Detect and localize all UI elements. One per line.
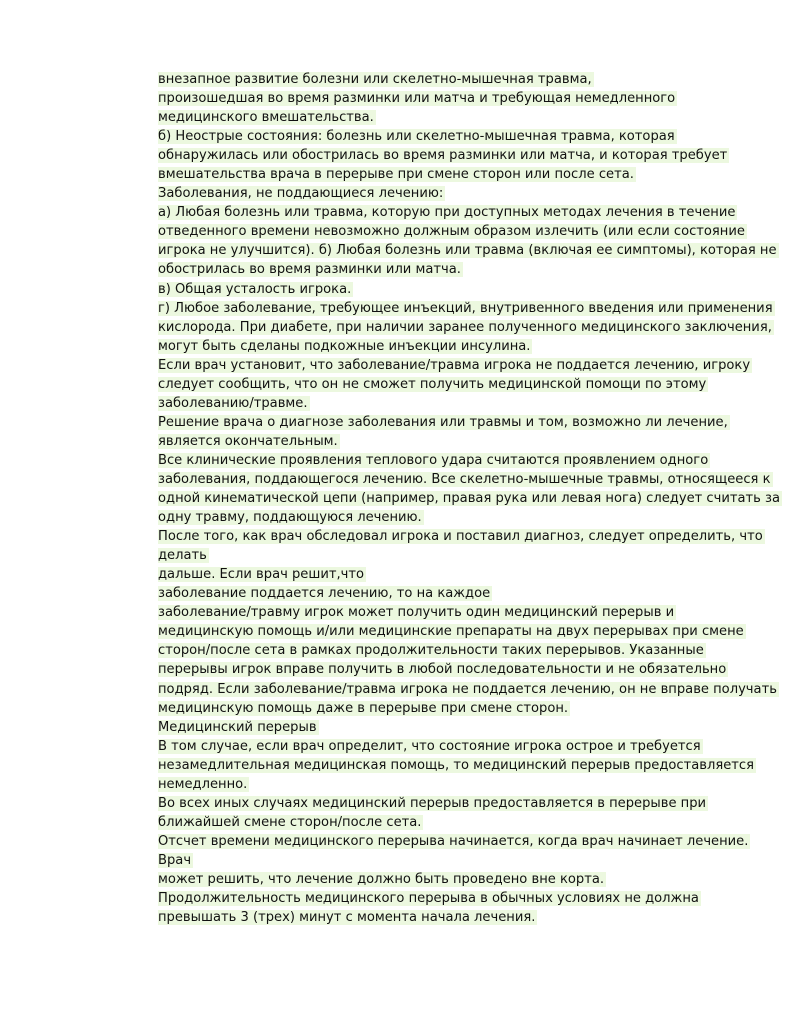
text-line: сторон/после сета в рамках продолжительности таких перерывов. Указанные — [158, 643, 704, 659]
text-line: вмешательства врача в перерыве при смене сторон или после сета. — [158, 167, 634, 183]
text-line: произошедшая во время разминки или матча и требующая немедленного — [158, 91, 676, 107]
text-line: б) Неострые состояния: болезнь или скелетно-мышечная травма, которая — [158, 129, 675, 145]
text-line: одной кинематической цепи (например, правая рука или левая нога) следует считать за — [158, 491, 780, 507]
text-line: одну травму, поддающуюся лечению. — [158, 510, 422, 526]
text-line: заболевание поддается лечению, то на каждое — [158, 586, 491, 602]
text-line: отведенного времени невозможно должным образом излечить (или если состояние — [158, 224, 745, 240]
text-line: г) Любое заболевание, требующее инъекций, внутривенного введения или применения — [158, 300, 773, 316]
text-line: заболеванию/травме. — [158, 395, 308, 411]
text-line: подряд. Если заболевание/травма игрока не поддается лечению, он не вправе получать — [158, 681, 777, 697]
document-text — [158, 70, 780, 927]
text-line: медицинского вмешательства. — [158, 110, 374, 126]
text-line: в) Общая усталость игрока. — [158, 281, 352, 297]
text-line: После того, как врач обследовал игрока и поставил диагноз, следует определить, что — [158, 529, 763, 545]
text-line: могут быть сделаны подкожные инъекции инсулина. — [158, 338, 531, 354]
text-line: дальше. Если врач решит,что — [158, 567, 365, 583]
text-line: делать — [158, 548, 207, 564]
text-line: заболевание/травму игрок может получить один медицинский перерыв и — [158, 605, 675, 621]
text-line: обнаружилась или обострилась во время разминки или матча, и которая требует — [158, 148, 728, 164]
text-line: может решить, что лечение должно быть проведено вне корта. — [158, 871, 605, 887]
text-line: превышать 3 (трех) минут с момента начала лечения. — [158, 910, 536, 926]
text-line: ближайшей смене сторон/после сета. — [158, 814, 422, 830]
text-line: заболевания, поддающегося лечению. Все скелетно-мышечные травмы, относящееся к — [158, 471, 771, 487]
text-line: Отсчет времени медицинского перерыва начинается, когда врач начинает лечение. — [158, 833, 749, 849]
text-line: следует сообщить, что он не сможет получить медицинской помощи по этому — [158, 376, 707, 392]
text-line: игрока не улучшится). б) Любая болезнь или травма (включая ее симптомы), которая не — [158, 243, 777, 259]
text-line: Все клинические проявления теплового удара считаются проявлением одного — [158, 452, 709, 468]
text-line: а) Любая болезнь или травма, которую при доступных методах лечения в течение — [158, 205, 736, 221]
text-line: кислорода. При диабете, при наличии заранее полученного медицинского заключения, — [158, 319, 772, 335]
text-line: медицинскую помощь и/или медицинские препараты на двух перерывах при смене — [158, 624, 744, 640]
text-line: Решение врача о диагнозе заболевания или травмы и том, возможно ли лечение, — [158, 414, 728, 430]
section-heading: Медицинский перерыв — [158, 719, 317, 735]
text-line: внезапное развитие болезни или скелетно-мышечная травма, — [158, 72, 592, 87]
text-line: В том случае, если врач определит, что состояние игрока острое и требуется — [158, 738, 701, 754]
text-line: немедленно. — [158, 776, 248, 792]
text-line: Если врач установит, что заболевание/травма игрока не поддается лечению, игроку — [158, 357, 751, 373]
text-line: Врач — [158, 852, 192, 868]
text-line: медицинскую помощь даже в перерыве при смене сторон. — [158, 700, 569, 716]
text-line: обострилась во время разминки или матча. — [158, 262, 461, 278]
text-line: незамедлительная медицинская помощь, то медицинский перерыв предоставляется — [158, 757, 754, 773]
section-heading: Заболевания, не поддающиеся лечению: — [158, 186, 444, 202]
text-line: перерывы игрок вправе получить в любой последовательности и не обязательно — [158, 662, 727, 678]
text-line: является окончательным. — [158, 433, 338, 449]
text-line: Продолжительность медицинского перерыва в обычных условиях не должна — [158, 891, 699, 907]
text-line: Во всех иных случаях медицинский перерыв предоставляется в перерыве при — [158, 795, 707, 811]
